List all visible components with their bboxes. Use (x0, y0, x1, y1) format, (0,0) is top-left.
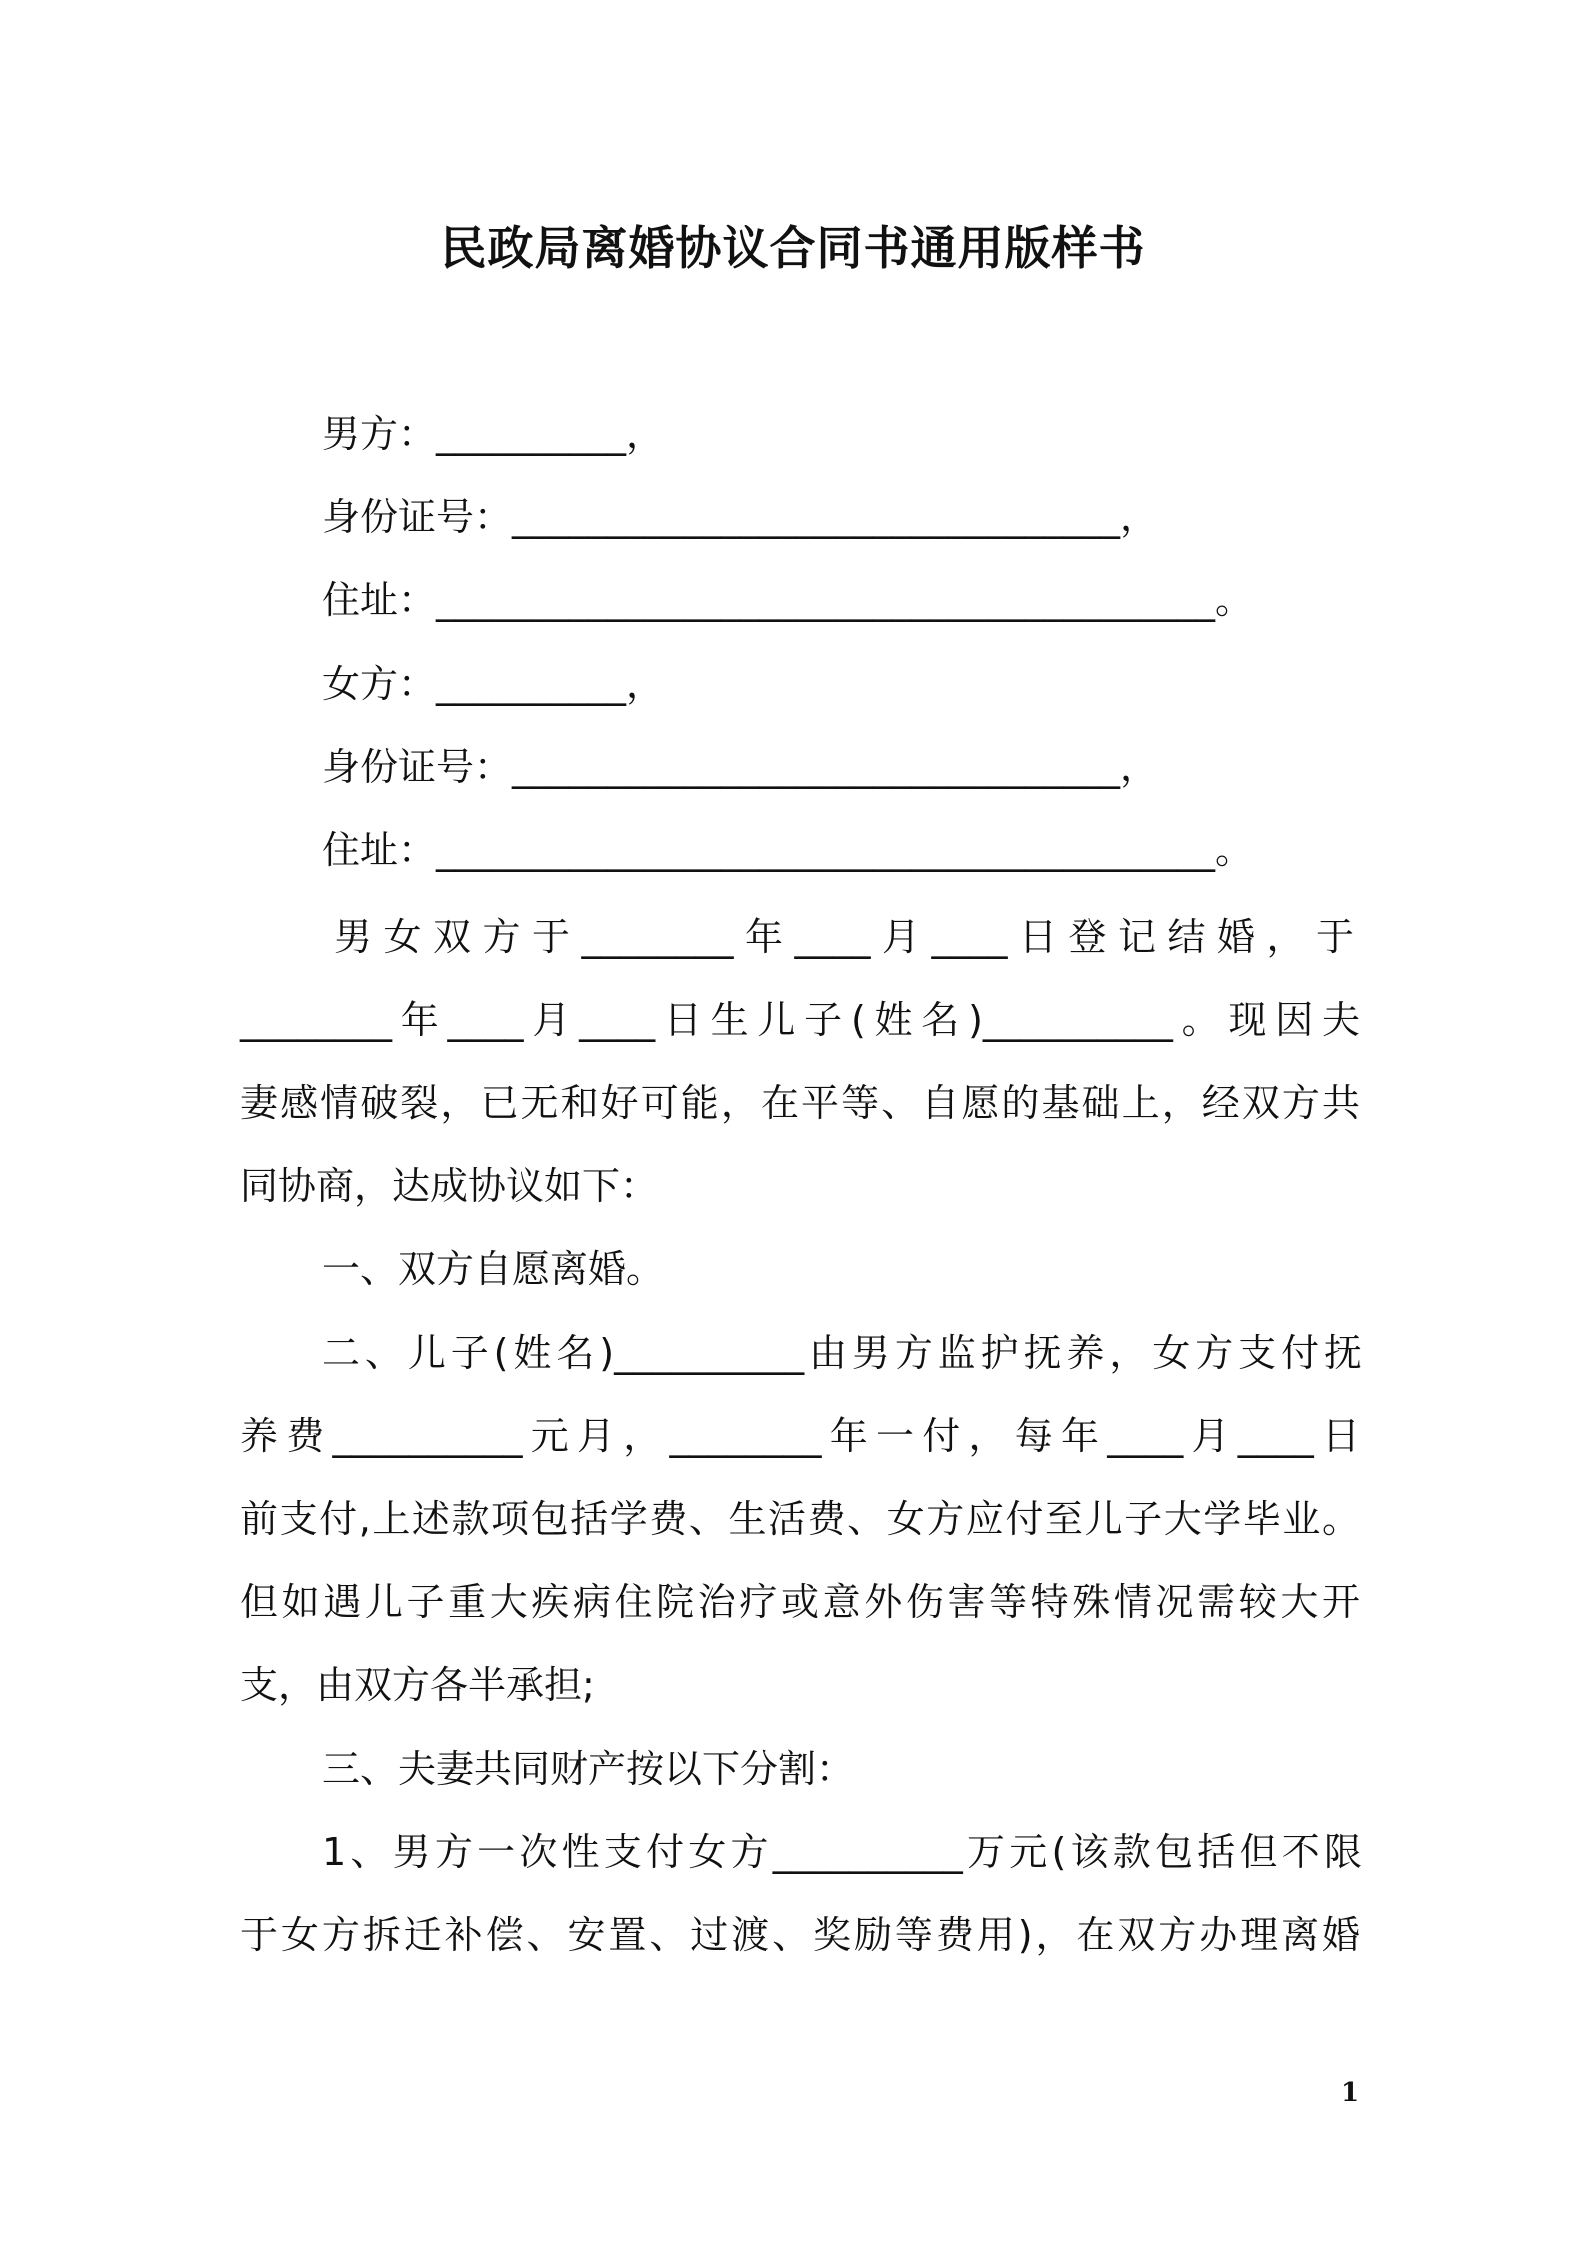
clause-two-line: 养费__________元月，________年一付，每年____月____日 (240, 1414, 1360, 1458)
male-name-line: 男方：__________， (322, 412, 665, 456)
male-address-line: 住址：_________________________________________。 (322, 578, 1254, 622)
female-name-line: 女方：__________， (322, 662, 665, 706)
clause-one: 一、双方自愿离婚。 (322, 1247, 665, 1291)
clause-two-line: 支，由双方各半承担; (240, 1663, 595, 1707)
document-title: 民政局离婚协议合同书通用版样书 (440, 221, 1146, 275)
clause-two-line: 二、儿子(姓名)__________由男方监护抚养，女方支付抚 (322, 1331, 1362, 1375)
female-address-line: 住址：_________________________________________。 (322, 828, 1254, 872)
clause-three-item-line: 于女方拆迁补偿、安置、过渡、奖励等费用)，在双方办理离婚 (240, 1913, 1360, 1957)
page-number: 1 (1340, 2078, 1360, 2108)
clause-three-heading: 三、夫妻共同财产按以下分割： (322, 1747, 855, 1791)
male-id-line: 身份证号：________________________________， (322, 495, 1159, 539)
paragraph-line: 妻感情破裂，已无和好可能，在平等、自愿的基础上，经双方共 (240, 1081, 1360, 1125)
clause-two-line: 但如遇儿子重大疾病住院治疗或意外伤害等特殊情况需较大开 (240, 1580, 1360, 1624)
paragraph-line: 男女双方于________年____月____日登记结婚，于 (334, 915, 1354, 959)
female-id-line: 身份证号：________________________________， (322, 745, 1159, 789)
clause-two-line: 前支付,上述款项包括学费、生活费、女方应付至儿子大学毕业。 (240, 1497, 1360, 1541)
paragraph-line: 同协商，达成协议如下： (240, 1164, 659, 1208)
clause-three-item-line: 1、男方一次性支付女方__________万元(该款包括但不限 (322, 1830, 1362, 1874)
paragraph-line: ________年____月____日生儿子(姓名)__________。现因夫 (240, 998, 1360, 1042)
